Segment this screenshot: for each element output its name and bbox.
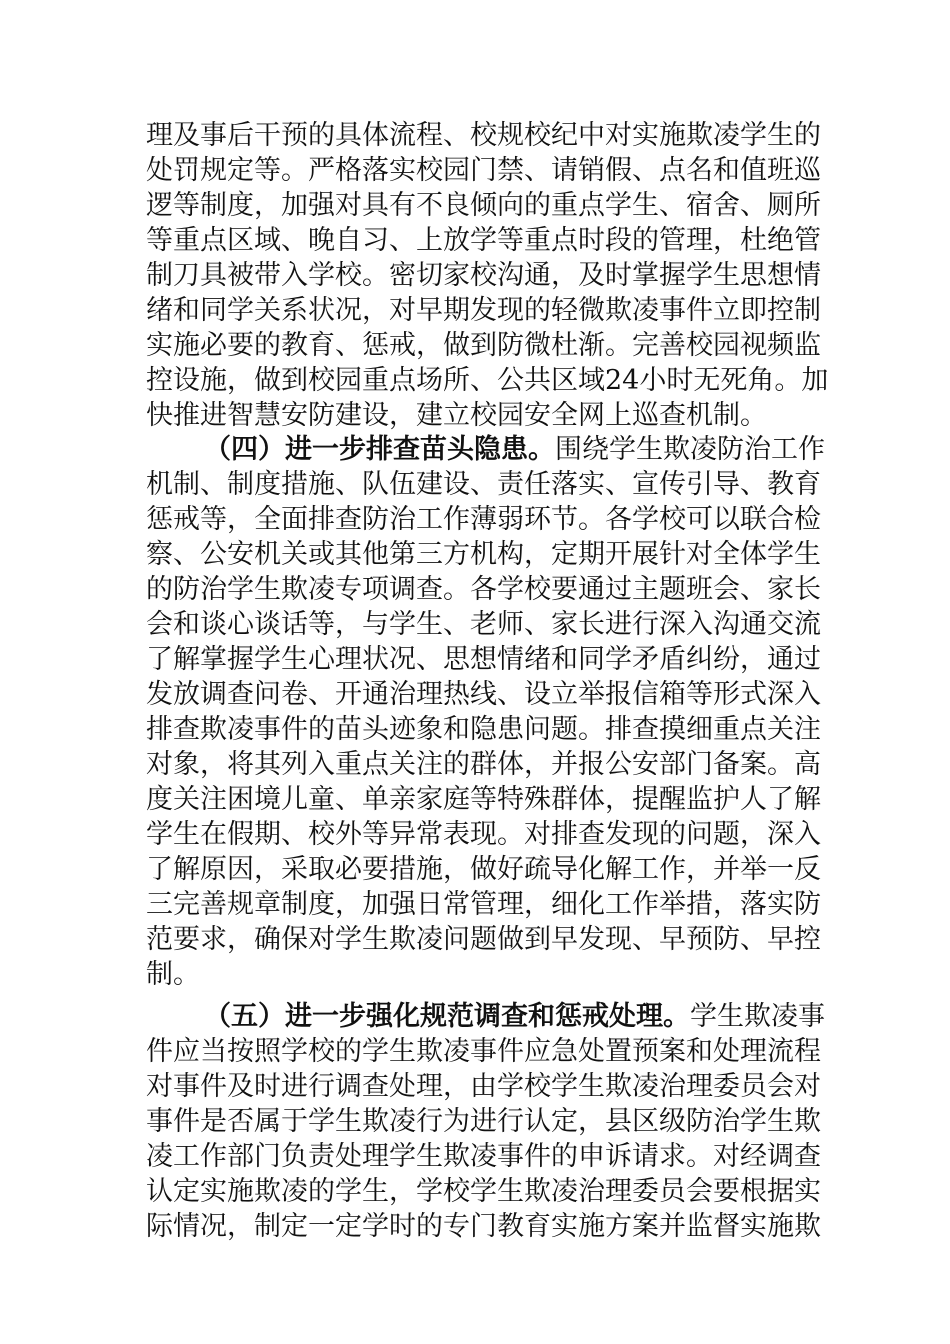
body-line: 的防治学生欺凌专项调查。各学校要通过主题班会、家长: [146, 574, 821, 606]
body-line: 绪和同学关系状况，对早期发现的轻微欺凌事件立即控制: [146, 294, 821, 326]
body-line: 对象，将其列入重点关注的群体，并报公安部门备案。高: [146, 748, 821, 780]
body-line: 等重点区域、晚自习、上放学等重点时段的管理，杜绝管: [146, 224, 821, 256]
section-5-heading: （五）进一步强化规范调查和惩戒处理。: [204, 1001, 690, 1033]
section-5-first-line: [146, 1000, 825, 1035]
body-line: 了解原因，采取必要措施，做好疏导化解工作，并举一反: [146, 853, 821, 885]
body-line: 凌工作部门负责处理学生欺凌事件的申诉请求。对经调查: [146, 1141, 821, 1173]
body-line: 范要求，确保对学生欺凌问题做到早发现、早预防、早控: [146, 923, 821, 955]
body-line: 制刀具被带入学校。密切家校沟通，及时掌握学生思想情: [146, 259, 821, 291]
body-line: 察、公安机关或其他第三方机构，定期开展针对全体学生: [146, 539, 821, 571]
body-line: 学生在假期、校外等异常表现。对排查发现的问题，深入: [146, 818, 821, 850]
body-line: 事件是否属于学生欺凌行为进行认定，县区级防治学生欺: [146, 1106, 821, 1138]
body-line: 排查欺凌事件的苗头迹象和隐患问题。排查摸细重点关注: [146, 713, 821, 745]
body-line: 际情况，制定一定学时的专门教育实施方案并监督实施欺: [146, 1211, 821, 1243]
body-line: 发放调查问卷、开通治理热线、设立举报信箱等形式深入: [146, 679, 821, 710]
document-body: [146, 119, 829, 1245]
body-line: 件应当按照学校的学生欺凌事件应急处置预案和处理流程: [146, 1036, 821, 1068]
body-line: 认定实施欺凌的学生，学校学生欺凌治理委员会要根据实: [146, 1176, 821, 1208]
body-line: 实施必要的教育、惩戒，做到防微杜渐。完善校园视频监: [146, 329, 821, 361]
section-4-first-line-text: 围绕学生欺凌防治工作: [555, 434, 825, 466]
body-line: 惩戒等，全面排查防治工作薄弱环节。各学校可以联合检: [146, 504, 821, 536]
body-line: 度关注困境儿童、单亲家庭等特殊群体，提醒监护人了解: [146, 783, 821, 815]
body-line: 控设施，做到校园重点场所、公共区域24小时无死角。加: [146, 364, 829, 396]
section-4-first-line: [146, 433, 825, 468]
body-line: 快推进智慧安防建设，建立校园安全网上巡查机制。: [146, 399, 767, 431]
body-line: 制。: [146, 958, 200, 990]
section-4-heading: （四）进一步排查苗头隐患。: [204, 434, 555, 466]
body-line: 了解掌握学生心理状况、思想情绪和同学矛盾纠纷，通过: [146, 644, 821, 676]
body-line: 会和谈心谈话等，与学生、老师、家长进行深入沟通交流: [146, 609, 821, 641]
section-5-first-line-text: 学生欺凌事: [690, 1001, 825, 1033]
body-line: 对事件及时进行调查处理，由学校学生欺凌治理委员会对: [146, 1071, 821, 1103]
body-line: 处罚规定等。严格落实校园门禁、请销假、点名和值班巡: [146, 154, 821, 186]
body-line: 三完善规章制度，加强日常管理，细化工作举措，落实防: [146, 888, 821, 920]
body-line: 机制、制度措施、队伍建设、责任落实、宣传引导、教育: [146, 469, 821, 501]
body-line: 逻等制度，加强对具有不良倾向的重点学生、宿舍、厕所: [146, 189, 821, 221]
body-line: 理及事后干预的具体流程、校规校纪中对实施欺凌学生的: [146, 120, 821, 151]
